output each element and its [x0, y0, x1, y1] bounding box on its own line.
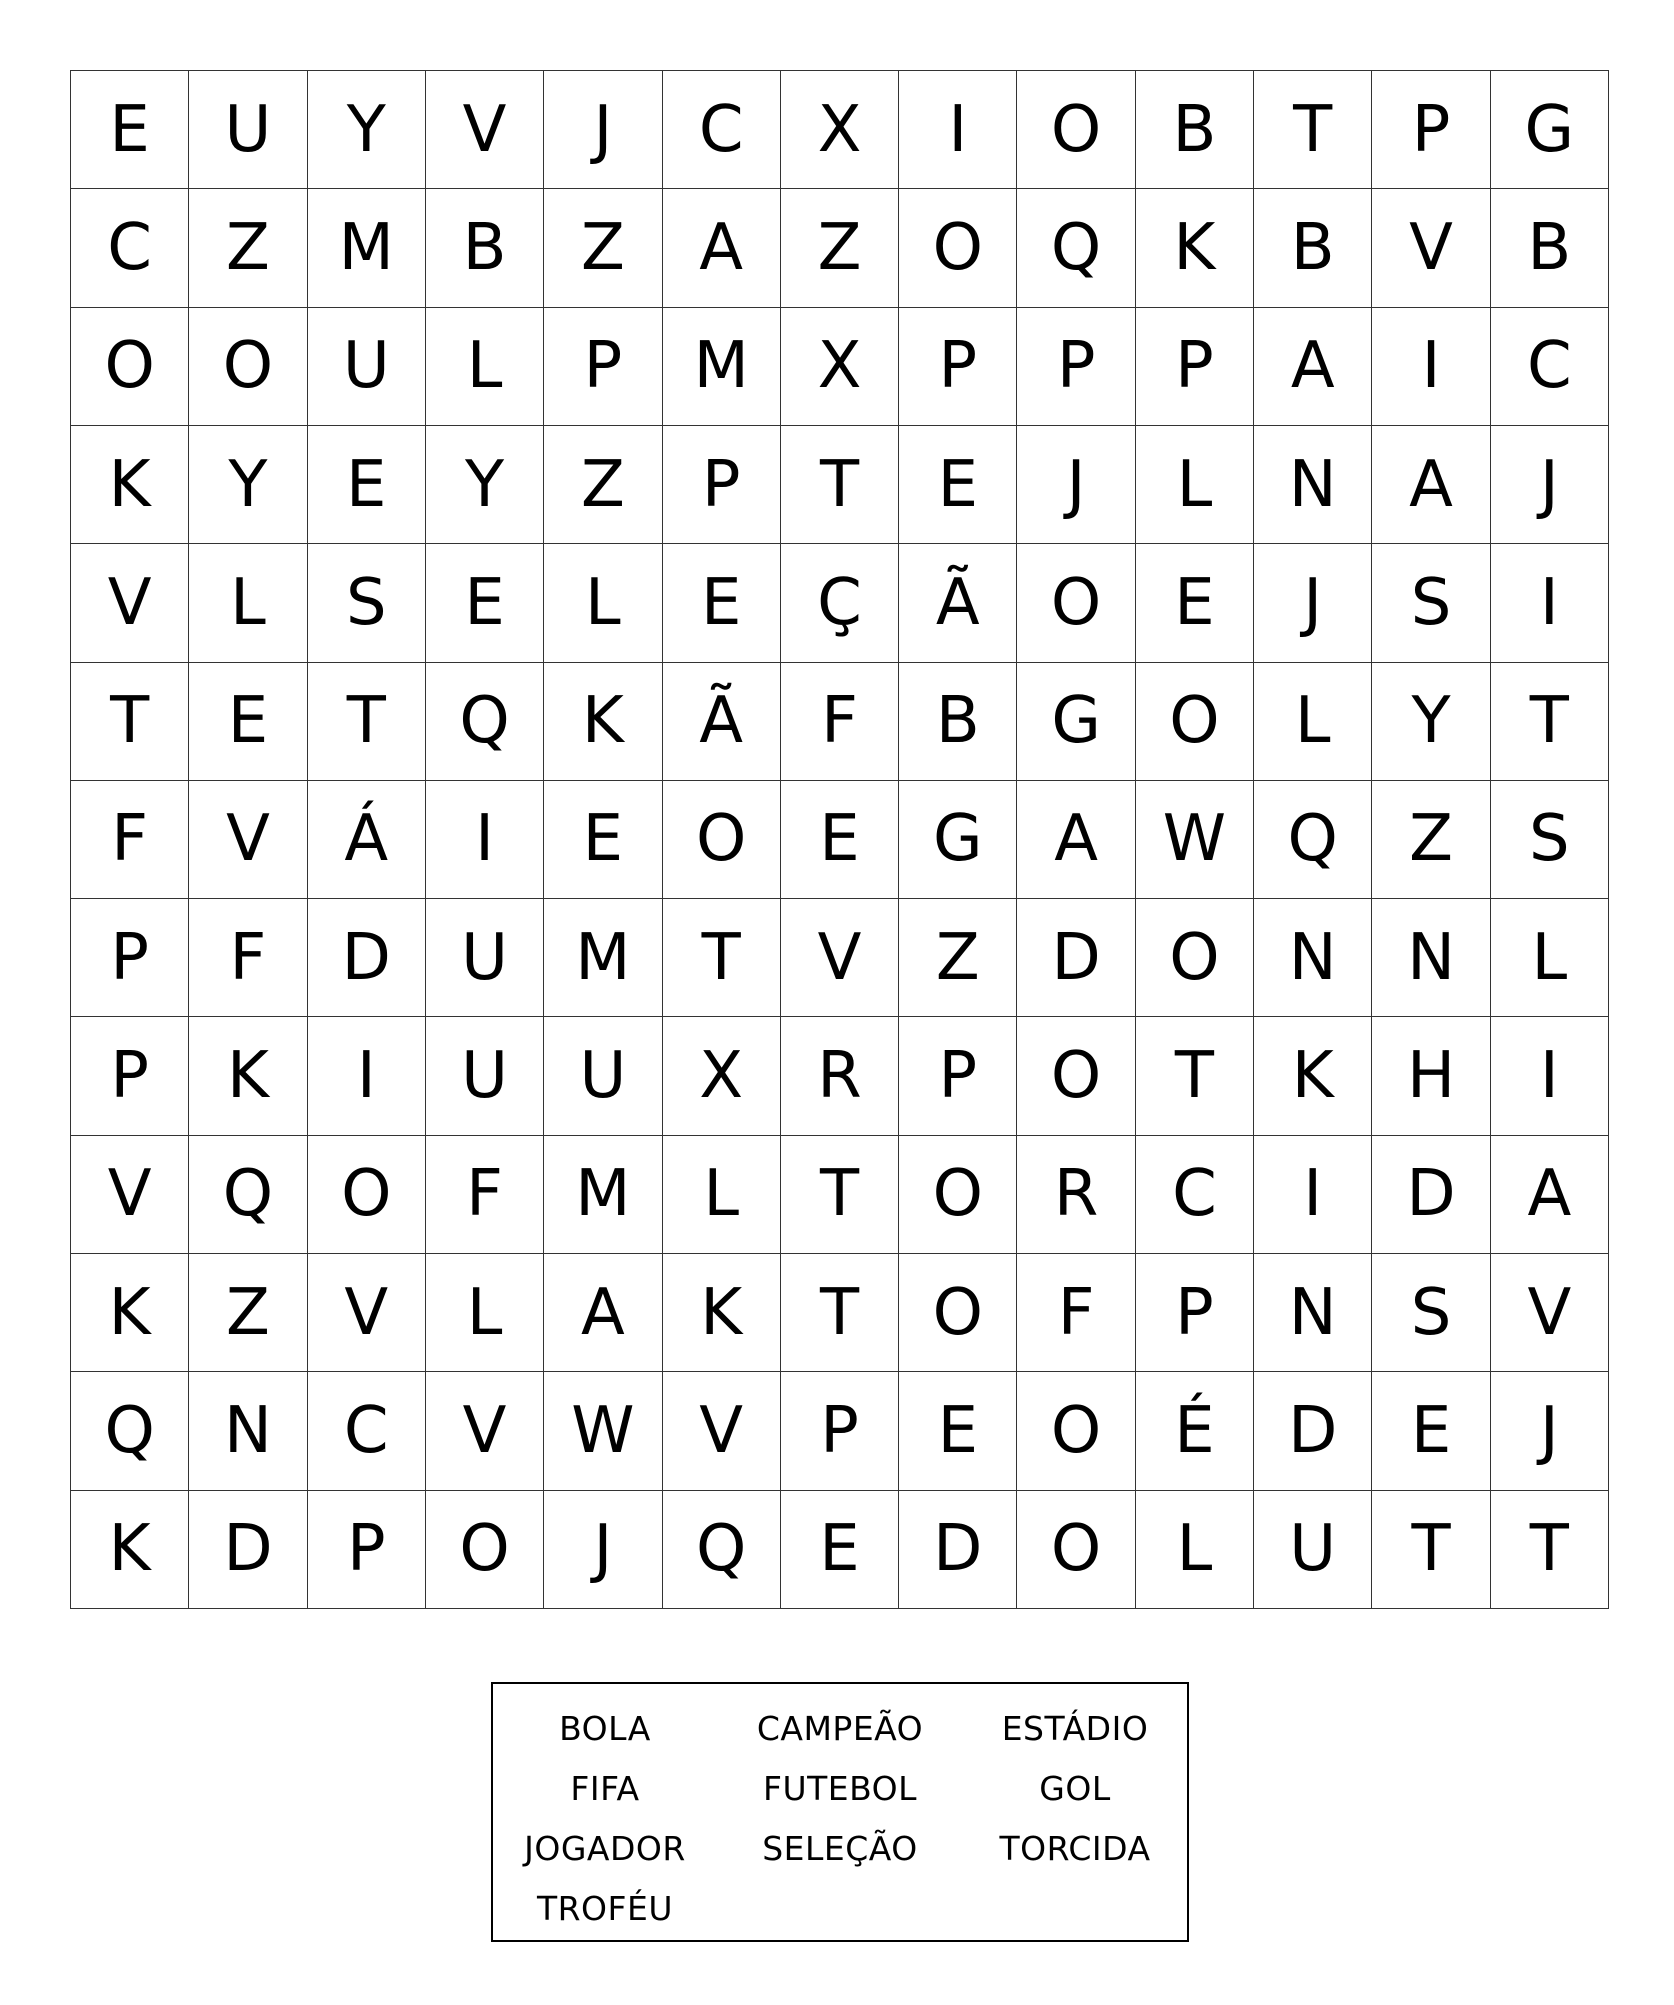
grid-cell[interactable]: Q [426, 663, 544, 781]
grid-cell[interactable]: E [1372, 1372, 1490, 1490]
grid-cell[interactable]: Ç [781, 544, 899, 662]
grid-cell[interactable]: K [663, 1254, 781, 1372]
grid-cell[interactable]: P [1136, 308, 1254, 426]
grid-cell[interactable]: E [426, 544, 544, 662]
grid-cell[interactable]: W [544, 1372, 662, 1490]
grid-cell[interactable]: N [1254, 426, 1372, 544]
grid-cell[interactable]: A [1254, 308, 1372, 426]
grid-cell[interactable]: E [781, 1491, 899, 1609]
grid-cell[interactable]: O [899, 1136, 1017, 1254]
grid-cell[interactable]: I [1491, 1017, 1609, 1135]
grid-cell[interactable]: F [426, 1136, 544, 1254]
grid-cell[interactable]: P [1017, 308, 1135, 426]
grid-cell[interactable]: E [71, 71, 189, 189]
grid-cell[interactable]: I [899, 71, 1017, 189]
grid-cell[interactable]: T [1372, 1491, 1490, 1609]
grid-cell[interactable]: G [1491, 71, 1609, 189]
grid-cell[interactable]: Z [781, 189, 899, 307]
grid-cell[interactable]: D [189, 1491, 307, 1609]
grid-cell[interactable]: T [71, 663, 189, 781]
grid-cell[interactable]: V [663, 1372, 781, 1490]
grid-cell[interactable]: U [308, 308, 426, 426]
grid-cell[interactable]: C [663, 71, 781, 189]
grid-cell[interactable]: U [544, 1017, 662, 1135]
grid-cell[interactable]: D [308, 899, 426, 1017]
grid-cell[interactable]: J [1491, 426, 1609, 544]
grid-cell[interactable]: C [1491, 308, 1609, 426]
grid-cell[interactable]: Z [899, 899, 1017, 1017]
grid-cell[interactable]: P [899, 1017, 1017, 1135]
grid-cell[interactable]: U [189, 71, 307, 189]
grid-cell[interactable]: U [1254, 1491, 1372, 1609]
word-list-item: TROFÉU [536, 1888, 674, 1928]
grid-cell[interactable]: Z [189, 189, 307, 307]
word-list-item: BOLA [559, 1708, 651, 1748]
grid-cell[interactable]: R [1017, 1136, 1135, 1254]
grid-cell[interactable]: K [71, 1254, 189, 1372]
grid-cell[interactable]: D [1372, 1136, 1490, 1254]
grid-cell[interactable]: O [1017, 1491, 1135, 1609]
grid-cell[interactable]: D [1017, 899, 1135, 1017]
grid-cell[interactable]: T [1491, 663, 1609, 781]
grid-cell[interactable]: V [189, 781, 307, 899]
grid-cell[interactable]: V [71, 1136, 189, 1254]
word-list [493, 1698, 1187, 1938]
grid-cell[interactable]: O [71, 308, 189, 426]
grid-cell[interactable]: C [1136, 1136, 1254, 1254]
grid-cell[interactable]: O [1136, 663, 1254, 781]
word-search-grid [70, 70, 1609, 1609]
grid-cell[interactable]: P [308, 1491, 426, 1609]
grid-cell[interactable]: E [781, 781, 899, 899]
grid-cell[interactable]: K [544, 663, 662, 781]
grid-cell[interactable]: C [308, 1372, 426, 1490]
grid-cell[interactable]: O [1017, 544, 1135, 662]
grid-cell[interactable]: O [426, 1491, 544, 1609]
grid-cell[interactable]: E [308, 426, 426, 544]
grid-cell[interactable]: L [1136, 426, 1254, 544]
grid-cell[interactable]: E [899, 1372, 1017, 1490]
grid-cell[interactable]: U [426, 1017, 544, 1135]
grid-cell[interactable]: R [781, 1017, 899, 1135]
grid-cell[interactable]: V [426, 1372, 544, 1490]
grid-cell[interactable]: A [1017, 781, 1135, 899]
grid-cell[interactable]: I [1372, 308, 1490, 426]
grid-cell[interactable]: P [1372, 71, 1490, 189]
grid-cell[interactable]: O [663, 781, 781, 899]
grid-cell[interactable]: O [1017, 1017, 1135, 1135]
grid-cell[interactable]: U [426, 899, 544, 1017]
grid-cell[interactable]: L [544, 544, 662, 662]
grid-cell[interactable]: Z [544, 426, 662, 544]
grid-cell[interactable]: L [1491, 899, 1609, 1017]
grid-cell[interactable]: G [1017, 663, 1135, 781]
grid-cell[interactable]: T [663, 899, 781, 1017]
word-list-item: GOL [1039, 1768, 1111, 1808]
grid-cell[interactable]: V [1491, 1254, 1609, 1372]
grid-cell[interactable]: A [1491, 1136, 1609, 1254]
grid-cell[interactable]: M [308, 189, 426, 307]
grid-cell[interactable]: O [1017, 71, 1135, 189]
grid-cell[interactable]: V [426, 71, 544, 189]
grid-cell[interactable]: Q [71, 1372, 189, 1490]
grid-cell[interactable]: I [1491, 544, 1609, 662]
grid-cell[interactable]: A [1372, 426, 1490, 544]
grid-cell[interactable]: V [71, 544, 189, 662]
grid-cell[interactable]: O [308, 1136, 426, 1254]
word-list-item: TORCIDA [999, 1828, 1151, 1868]
grid-cell[interactable]: K [189, 1017, 307, 1135]
grid-cell[interactable]: O [189, 308, 307, 426]
grid-cell[interactable]: P [663, 426, 781, 544]
grid-cell[interactable]: K [1254, 1017, 1372, 1135]
grid-cell[interactable]: V [781, 899, 899, 1017]
grid-cell[interactable]: K [71, 426, 189, 544]
word-list-item: SELEÇÃO [762, 1828, 918, 1868]
grid-cell[interactable]: H [1372, 1017, 1490, 1135]
grid-cell[interactable]: M [544, 1136, 662, 1254]
grid-cell[interactable]: N [189, 1372, 307, 1490]
grid-cell[interactable]: W [1136, 781, 1254, 899]
grid-cell[interactable]: Y [1372, 663, 1490, 781]
word-list-item: JOGADOR [524, 1828, 686, 1868]
grid-cell[interactable]: I [426, 781, 544, 899]
grid-cell[interactable]: D [1254, 1372, 1372, 1490]
grid-cell[interactable]: Á [308, 781, 426, 899]
grid-cell[interactable]: F [781, 663, 899, 781]
word-list-box [491, 1682, 1189, 1942]
grid-cell[interactable]: F [1017, 1254, 1135, 1372]
grid-cell[interactable]: L [189, 544, 307, 662]
grid-cell[interactable]: T [308, 663, 426, 781]
grid-cell[interactable]: A [663, 189, 781, 307]
grid-cell[interactable]: B [899, 663, 1017, 781]
grid-cell[interactable]: T [781, 1136, 899, 1254]
grid-cell[interactable]: Ã [663, 663, 781, 781]
grid-cell[interactable]: É [1136, 1372, 1254, 1490]
grid-cell[interactable]: T [1136, 1017, 1254, 1135]
grid-cell[interactable]: Q [1254, 781, 1372, 899]
grid-cell[interactable]: S [308, 544, 426, 662]
grid-cell[interactable]: I [308, 1017, 426, 1135]
grid-cell[interactable]: F [189, 899, 307, 1017]
grid-cell[interactable]: S [1491, 781, 1609, 899]
grid-cell[interactable]: S [1372, 544, 1490, 662]
grid-cell[interactable]: K [71, 1491, 189, 1609]
grid-cell[interactable]: B [1254, 189, 1372, 307]
grid-cell[interactable]: Ã [899, 544, 1017, 662]
grid-cell[interactable]: N [1254, 899, 1372, 1017]
word-list-item: CAMPEÃO [756, 1708, 924, 1748]
grid-cell[interactable]: M [544, 899, 662, 1017]
grid-cell[interactable]: O [899, 189, 1017, 307]
grid-cell[interactable]: C [71, 189, 189, 307]
grid-cell[interactable]: I [1254, 1136, 1372, 1254]
grid-cell[interactable]: P [899, 308, 1017, 426]
grid-cell[interactable]: L [1136, 1491, 1254, 1609]
grid-cell[interactable]: A [544, 1254, 662, 1372]
grid-cell[interactable]: P [781, 1372, 899, 1490]
grid-cell[interactable]: J [1017, 426, 1135, 544]
grid-cell[interactable]: E [544, 781, 662, 899]
grid-cell[interactable]: Z [544, 189, 662, 307]
grid-cell[interactable]: N [1372, 899, 1490, 1017]
word-list-item: FUTEBOL [762, 1768, 918, 1808]
grid-cell[interactable]: Y [426, 426, 544, 544]
grid-cell[interactable]: Q [189, 1136, 307, 1254]
grid-cell[interactable]: Q [1017, 189, 1135, 307]
grid-cell[interactable]: Z [1372, 781, 1490, 899]
grid-cell[interactable]: X [663, 1017, 781, 1135]
grid-cell[interactable]: E [663, 544, 781, 662]
grid-cell[interactable]: Y [189, 426, 307, 544]
grid-cell[interactable]: O [1017, 1372, 1135, 1490]
grid-cell[interactable]: N [1254, 1254, 1372, 1372]
grid-cell[interactable]: E [899, 426, 1017, 544]
word-list-item: FIFA [570, 1768, 640, 1808]
grid-cell[interactable]: B [1136, 71, 1254, 189]
grid-cell[interactable]: J [1491, 1372, 1609, 1490]
grid-cell[interactable]: L [426, 1254, 544, 1372]
grid-cell[interactable]: X [781, 308, 899, 426]
grid-cell[interactable]: O [1136, 899, 1254, 1017]
grid-cell[interactable]: S [1372, 1254, 1490, 1372]
grid-cell[interactable]: T [781, 426, 899, 544]
grid-cell[interactable]: B [1491, 189, 1609, 307]
grid-cell[interactable]: L [426, 308, 544, 426]
grid-cell[interactable]: M [663, 308, 781, 426]
grid-cell[interactable]: V [308, 1254, 426, 1372]
grid-cell[interactable]: J [544, 1491, 662, 1609]
grid-cell[interactable]: K [1136, 189, 1254, 307]
grid-cell[interactable]: G [899, 781, 1017, 899]
grid-cell[interactable]: B [426, 189, 544, 307]
grid-cell[interactable]: L [1254, 663, 1372, 781]
grid-cell[interactable]: J [544, 71, 662, 189]
grid-cell[interactable]: P [71, 1017, 189, 1135]
grid-cell[interactable]: X [781, 71, 899, 189]
grid-cell[interactable]: D [899, 1491, 1017, 1609]
grid-cell[interactable]: V [1372, 189, 1490, 307]
grid-cell[interactable]: P [544, 308, 662, 426]
grid-cell[interactable]: P [71, 899, 189, 1017]
grid-cell[interactable]: Y [308, 71, 426, 189]
grid-cell[interactable]: E [1136, 544, 1254, 662]
grid-cell[interactable]: T [1254, 71, 1372, 189]
grid-cell[interactable]: L [663, 1136, 781, 1254]
grid-cell[interactable]: F [71, 781, 189, 899]
grid-cell[interactable]: Q [663, 1491, 781, 1609]
grid-cell[interactable]: P [1136, 1254, 1254, 1372]
word-list-item: ESTÁDIO [1001, 1708, 1149, 1748]
grid-cell[interactable]: T [1491, 1491, 1609, 1609]
grid-cell[interactable]: J [1254, 544, 1372, 662]
grid-cell[interactable]: Z [189, 1254, 307, 1372]
grid-cell[interactable]: T [781, 1254, 899, 1372]
grid-cell[interactable]: O [899, 1254, 1017, 1372]
grid-cell[interactable]: E [189, 663, 307, 781]
